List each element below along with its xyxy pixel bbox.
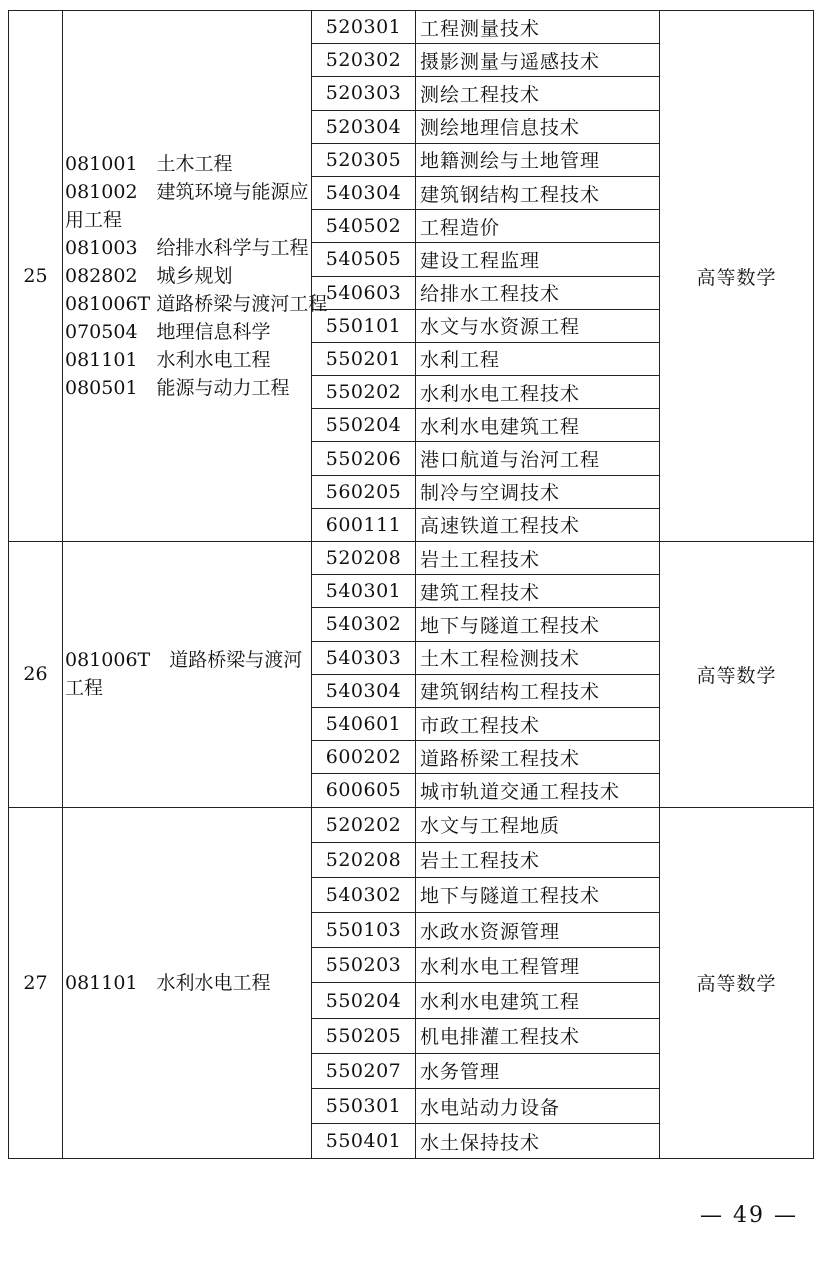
major-name: 摄影测量与遥感技术 <box>416 44 660 77</box>
major-code: 550206 <box>312 442 416 475</box>
major-code: 520303 <box>312 77 416 110</box>
major-code: 520208 <box>312 842 416 877</box>
major-name: 市政工程技术 <box>416 707 660 740</box>
major-code: 550205 <box>312 1018 416 1053</box>
major-code: 540603 <box>312 276 416 309</box>
undergrad-major-line: 082802 城乡规划 <box>65 265 233 287</box>
major-code: 550401 <box>312 1124 416 1159</box>
undergrad-major-line: 081003 给排水科学与工程 <box>65 237 309 259</box>
major-name: 工程造价 <box>416 210 660 243</box>
table-row <box>9 11 814 44</box>
major-correspondence-table <box>8 10 814 1159</box>
major-name: 制冷与空调技术 <box>416 475 660 508</box>
major-code: 550202 <box>312 376 416 409</box>
major-code: 550203 <box>312 948 416 983</box>
exam-subject: 高等数学 <box>660 11 814 542</box>
major-name: 道路桥梁工程技术 <box>416 741 660 774</box>
major-name: 岩土工程技术 <box>416 542 660 575</box>
major-name: 水利水电工程技术 <box>416 376 660 409</box>
major-name: 岩土工程技术 <box>416 842 660 877</box>
major-name: 水利水电建筑工程 <box>416 409 660 442</box>
major-name: 水利水电工程管理 <box>416 948 660 983</box>
group-number: 27 <box>9 807 63 1159</box>
major-code: 540601 <box>312 707 416 740</box>
major-name: 建设工程监理 <box>416 243 660 276</box>
group-number: 26 <box>9 542 63 808</box>
undergrad-major-line: 081101 水利水电工程 <box>65 971 271 994</box>
major-name: 水务管理 <box>416 1053 660 1088</box>
major-code: 550204 <box>312 983 416 1018</box>
table-row <box>9 807 814 842</box>
major-name: 水利水电建筑工程 <box>416 983 660 1018</box>
major-code: 600202 <box>312 741 416 774</box>
major-code: 600605 <box>312 774 416 807</box>
major-name: 建筑工程技术 <box>416 575 660 608</box>
major-code: 540304 <box>312 176 416 209</box>
major-code: 550204 <box>312 409 416 442</box>
major-code: 520301 <box>312 11 416 44</box>
major-code: 600111 <box>312 508 416 541</box>
major-name: 土木工程检测技术 <box>416 641 660 674</box>
exam-subject: 高等数学 <box>660 807 814 1159</box>
undergrad-majors-cell <box>63 807 312 1159</box>
major-name: 高速铁道工程技术 <box>416 508 660 541</box>
major-code: 540302 <box>312 877 416 912</box>
major-code: 550101 <box>312 309 416 342</box>
major-name: 建筑钢结构工程技术 <box>416 674 660 707</box>
undergrad-majors-cell <box>63 11 328 542</box>
major-code: 540303 <box>312 641 416 674</box>
undergrad-major-line: 用工程 <box>65 209 123 231</box>
undergrad-major-line: 081101 水利水电工程 <box>65 349 271 371</box>
major-name: 测绘工程技术 <box>416 77 660 110</box>
major-name: 城市轨道交通工程技术 <box>416 774 660 807</box>
page-number: — 49 — <box>700 1203 798 1228</box>
major-code: 550301 <box>312 1089 416 1124</box>
major-code: 520208 <box>312 542 416 575</box>
major-name: 水电站动力设备 <box>416 1089 660 1124</box>
major-name: 给排水工程技术 <box>416 276 660 309</box>
major-name: 建筑钢结构工程技术 <box>416 176 660 209</box>
major-name: 水文与工程地质 <box>416 807 660 842</box>
undergrad-major-line: 080501 能源与动力工程 <box>65 377 290 399</box>
major-code: 520304 <box>312 110 416 143</box>
exam-subject: 高等数学 <box>660 542 814 808</box>
major-name: 地下与隧道工程技术 <box>416 608 660 641</box>
major-name: 水利工程 <box>416 342 660 375</box>
major-name: 工程测量技术 <box>416 11 660 44</box>
major-name: 测绘地理信息技术 <box>416 110 660 143</box>
major-code: 540301 <box>312 575 416 608</box>
undergrad-major-line: 081006T 道路桥梁与渡河工程 <box>65 293 328 315</box>
major-code: 550207 <box>312 1053 416 1088</box>
major-code: 540502 <box>312 210 416 243</box>
undergrad-major-line: 工程 <box>65 677 104 700</box>
undergrad-majors-cell <box>63 542 312 808</box>
table-row <box>9 542 814 575</box>
major-code: 520305 <box>312 143 416 176</box>
major-code: 540302 <box>312 608 416 641</box>
major-code: 520302 <box>312 44 416 77</box>
major-name: 港口航道与治河工程 <box>416 442 660 475</box>
major-code: 550103 <box>312 913 416 948</box>
major-name: 机电排灌工程技术 <box>416 1018 660 1053</box>
major-code: 540505 <box>312 243 416 276</box>
major-name: 地籍测绘与土地管理 <box>416 143 660 176</box>
undergrad-major-line: 081002 建筑环境与能源应 <box>65 181 309 203</box>
group-number: 25 <box>9 11 63 542</box>
major-code: 520202 <box>312 807 416 842</box>
major-name: 水土保持技术 <box>416 1124 660 1159</box>
major-code: 560205 <box>312 475 416 508</box>
major-name: 地下与隧道工程技术 <box>416 877 660 912</box>
major-code: 540304 <box>312 674 416 707</box>
undergrad-major-line: 081001 土木工程 <box>65 153 233 175</box>
undergrad-major-line: 081006T 道路桥梁与渡河 <box>65 649 303 672</box>
major-name: 水文与水资源工程 <box>416 309 660 342</box>
major-code: 550201 <box>312 342 416 375</box>
major-name: 水政水资源管理 <box>416 913 660 948</box>
undergrad-major-line: 070504 地理信息科学 <box>65 321 271 343</box>
